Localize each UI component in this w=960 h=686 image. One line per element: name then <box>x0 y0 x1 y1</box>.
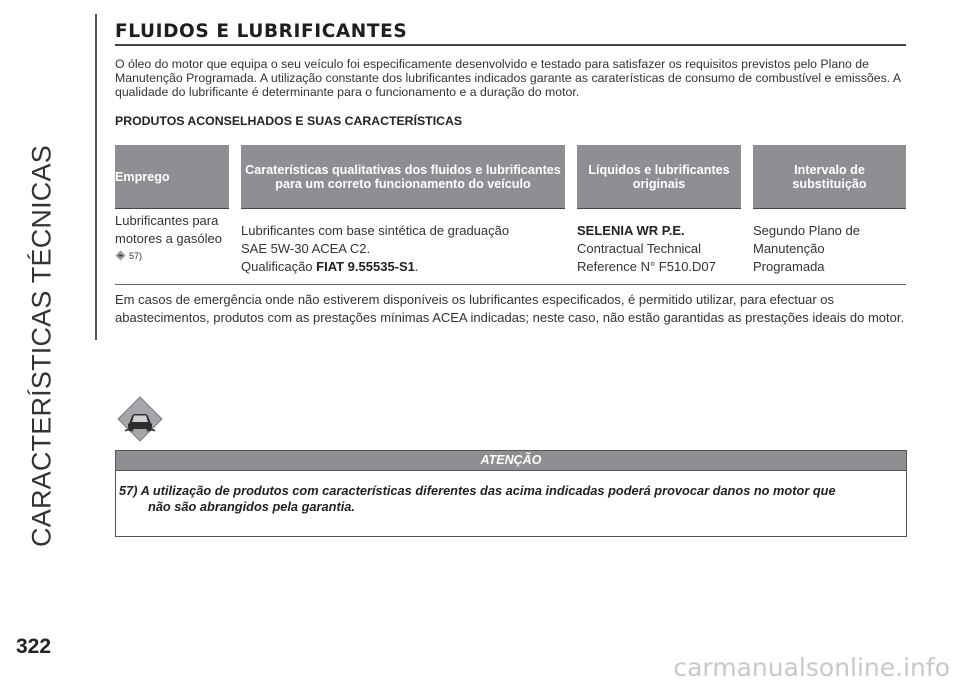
warning-box <box>115 450 907 537</box>
cell-use <box>115 209 229 285</box>
header-replacement-interval: Intervalo de substituição <box>753 145 906 209</box>
header-use: Emprego <box>115 145 229 209</box>
cell-replacement-interval <box>753 209 906 285</box>
table-header-row <box>115 145 906 209</box>
products-subheading: PRODUTOS ACONSELHADOS E SUAS CARACTERÍSTICAS <box>115 114 463 128</box>
char-line-2: SAE 5W-30 ACEA C2. <box>241 241 371 256</box>
interval-line-2: Manutenção <box>753 241 825 256</box>
note-reference[interactable] <box>115 250 229 261</box>
warning-text <box>116 471 906 515</box>
interval-line-1: Segundo Plano de <box>753 223 860 238</box>
liquid-ref-line-2: Reference N° F510.D07 <box>577 259 716 274</box>
car-warning-icon <box>115 250 126 261</box>
char-qualification: Qualificação FIAT 9.55535-S1. <box>241 259 419 274</box>
use-text: Lubrificantes para motores a gasóleo <box>115 213 222 246</box>
warning-text-line-1: A utilização de produtos com características diferentes das acima indicadas poderá provocar danos no motor que <box>140 483 836 498</box>
lubricants-table <box>115 145 906 285</box>
liquid-name: SELENIA WR P.E. <box>577 223 685 238</box>
warning-header: ATENÇÃO <box>116 451 906 471</box>
page-title: FLUIDOS E LUBRIFICANTES <box>115 21 906 46</box>
header-characteristics: Caraterísticas qualitativas dos fluidos e lubrificantes para um correto funcionamento do veículo <box>241 145 565 209</box>
cell-original-liquids <box>577 209 741 285</box>
emergency-note: Em casos de emergência onde não estiverem disponíveis os lubrificantes especificados, é permitido utilizar, para efectuar os abastecimentos, produtos com as prestações mínimas ACEA indicadas; neste caso, não estão garantidas as prestações ideais do motor. <box>115 292 905 325</box>
intro-paragraph: O óleo do motor que equipa o seu veículo foi especificamente desenvolvido e testado para satisfazer os requisitos previstos pelo Plano de Manutenção Programada. A utilização constante dos lubrificantes indicados garante as caraterísticas de consumo de combustível e emissões. A qualidade do lubrificante é determinante para o funcionamento e a duração do motor. <box>115 57 901 99</box>
main-content <box>115 21 906 327</box>
watermark: carmanualsonline.info <box>673 653 950 682</box>
note-reference-number: 57) <box>129 251 143 261</box>
car-warning-icon <box>116 395 164 443</box>
qualification-value: FIAT 9.55535-S1 <box>316 259 415 274</box>
liquid-ref-line-1: Contractual Technical <box>577 241 702 256</box>
page-number: 322 <box>16 635 52 658</box>
section-side-title: CARACTERÍSTICAS TÉCNICAS <box>26 145 57 547</box>
char-line-1: Lubrificantes com base sintética de graduação <box>241 223 510 238</box>
qualification-label: Qualificação <box>241 259 317 274</box>
cell-characteristics <box>241 209 565 285</box>
interval-line-3: Programada <box>753 259 825 274</box>
table-row <box>115 209 906 285</box>
warning-text-line-2: não são abrangidos pela garantia. <box>148 499 355 514</box>
header-original-liquids: Líquidos e lubrificantes originais <box>577 145 741 209</box>
warning-note-number: 57) <box>119 483 138 498</box>
side-divider <box>95 14 97 340</box>
